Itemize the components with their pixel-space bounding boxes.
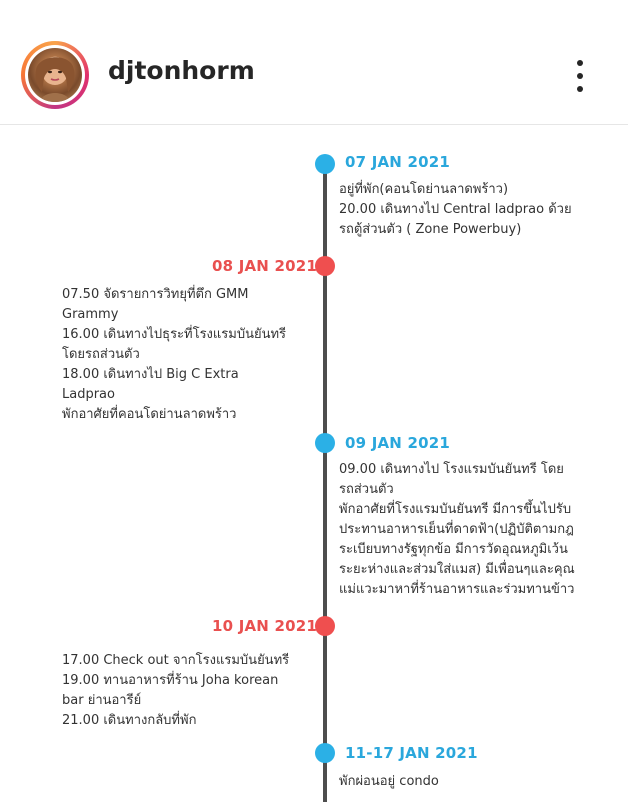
avatar-photo bbox=[28, 48, 82, 102]
profile-username[interactable]: djtonhorm bbox=[108, 56, 255, 85]
entry-line: พักอาศัยที่โรงแรมบันยันทรี มีการขึ้นไปรับ bbox=[339, 502, 572, 517]
entry-line: ระเบียบทางรัฐทุกข้อ มีการวัดอุณหภูมิเว้น bbox=[339, 542, 568, 557]
timeline-entry-text bbox=[62, 651, 289, 731]
entry-line: 07.50 จัดรายการวิทยุที่ตึก GMM bbox=[62, 287, 249, 302]
entry-line: อยู่ที่พัก(คอนโดย่านลาดพร้าว) bbox=[339, 182, 509, 197]
entry-line: Ladprao bbox=[62, 387, 115, 402]
entry-line: โดยรถส่วนตัว bbox=[62, 347, 140, 362]
entry-line: 16.00 เดินทางไปธุระที่โรงแรมบันยันทรี bbox=[62, 327, 287, 342]
avatar-border bbox=[25, 45, 85, 105]
entry-line: 21.00 เดินทางกลับที่พัก bbox=[62, 713, 197, 728]
entry-line: 17.00 Check out จากโรงแรมบันยันทรี bbox=[62, 653, 290, 668]
more-dot bbox=[577, 60, 583, 66]
avatar[interactable] bbox=[28, 48, 82, 102]
entry-line: รถส่วนตัว bbox=[339, 482, 394, 497]
entry-line: 19.00 ทานอาหารที่ร้าน Joha korean bbox=[62, 673, 279, 688]
timeline-dot bbox=[315, 433, 335, 453]
entry-line: Grammy bbox=[62, 307, 119, 322]
post-header bbox=[0, 0, 628, 125]
entry-line: พักผ่อนอยู่ condo bbox=[339, 774, 439, 789]
timeline-entry-text bbox=[339, 772, 439, 792]
timeline-date: 09 JAN 2021 bbox=[345, 434, 451, 452]
entry-line: พักอาศัยที่คอนโดย่านลาดพร้าว bbox=[62, 407, 237, 422]
timeline-dot bbox=[315, 256, 335, 276]
timeline-dot bbox=[315, 743, 335, 763]
entry-line: bar ย่านอารีย์ bbox=[62, 693, 142, 708]
more-dot bbox=[577, 86, 583, 92]
more-vertical-icon[interactable] bbox=[568, 58, 592, 94]
timeline-date: 07 JAN 2021 bbox=[345, 153, 451, 171]
timeline-date: 10 JAN 2021 bbox=[212, 617, 318, 635]
entry-line: ประทานอาหารเย็นที่ดาดฟ้า(ปฏิบัติตามกฎ bbox=[339, 522, 574, 537]
profile-avatar-ring[interactable] bbox=[21, 41, 89, 109]
timeline-entry-text bbox=[339, 460, 575, 600]
more-dot bbox=[577, 73, 583, 79]
timeline-dot bbox=[315, 154, 335, 174]
entry-line: รถตู้ส่วนตัว ( Zone Powerbuy) bbox=[339, 222, 522, 237]
timeline-date: 08 JAN 2021 bbox=[212, 257, 318, 275]
entry-line: ระยะห่างและส่วมใส่แมส) มีเพื่อนๆและคุณ bbox=[339, 562, 575, 577]
entry-line: 09.00 เดินทางไป โรงแรมบันยันทรี โดย bbox=[339, 462, 564, 477]
timeline-entry-text bbox=[339, 180, 572, 240]
timeline-date: 11-17 JAN 2021 bbox=[345, 744, 478, 762]
timeline-entry-text bbox=[62, 285, 286, 425]
timeline-dot bbox=[315, 616, 335, 636]
entry-line: 18.00 เดินทางไป Big C Extra bbox=[62, 367, 239, 382]
entry-line: 20.00 เดินทางไป Central ladprao ด้วย bbox=[339, 202, 572, 217]
entry-line: แม่แวะมาหาที่ร้านอาหารและร่วมทานข้าว bbox=[339, 582, 575, 597]
